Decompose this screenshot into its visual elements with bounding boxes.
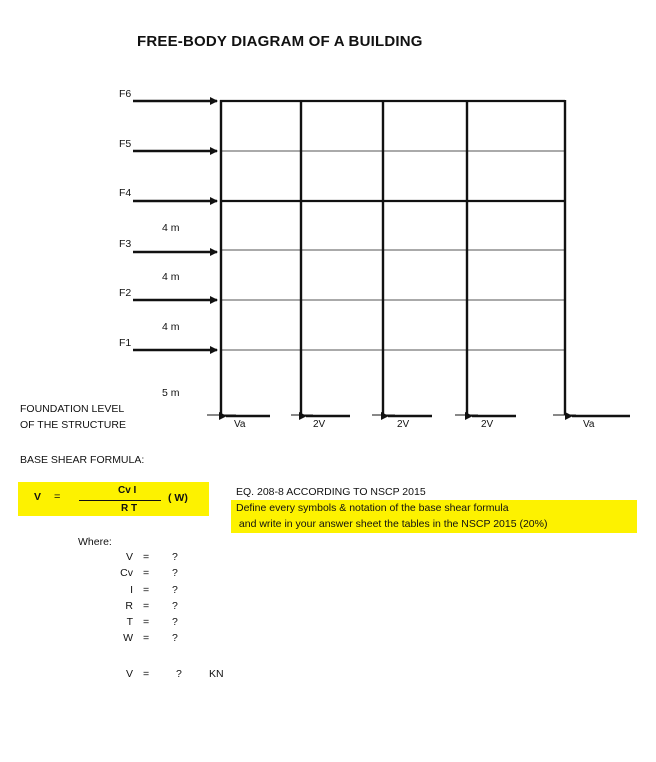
formula-lhs: V	[34, 491, 42, 503]
reaction-label: Va	[234, 419, 246, 430]
result-symbol: V	[125, 668, 133, 680]
variable-value: ?	[172, 600, 178, 612]
equation-reference: EQ. 208-8 ACCORDING TO NSCP 2015	[236, 486, 426, 498]
instruction-line1: Define every symbols & notation of the base shear formula	[236, 502, 509, 514]
force-label-f4: F4	[119, 187, 132, 199]
reaction-label: 2V	[397, 419, 410, 430]
foundation-label-line2: OF THE STRUCTURE	[20, 419, 126, 431]
base-shear-heading: BASE SHEAR FORMULA:	[20, 454, 145, 466]
variable-symbol: R	[125, 600, 133, 612]
variable-equals: =	[143, 616, 150, 628]
force-label-f3: F3	[119, 238, 132, 250]
force-label-f2: F2	[119, 287, 132, 299]
variable-equals: =	[143, 600, 150, 612]
columns	[221, 100, 565, 415]
variable-symbol: V	[125, 551, 133, 563]
page-title: FREE-BODY DIAGRAM OF A BUILDING	[137, 33, 423, 50]
result-unit: KN	[209, 668, 224, 680]
variable-symbol: I	[130, 584, 133, 596]
force-label-f6: F6	[119, 88, 132, 100]
instruction-line2: and write in your answer sheet the tables in the NSCP 2015 (20%)	[236, 518, 548, 530]
variable-value: ?	[172, 632, 178, 644]
formula-equals: =	[54, 491, 61, 503]
variable-value: ?	[172, 616, 178, 628]
variable-value: ?	[172, 551, 178, 563]
variable-value: ?	[172, 584, 178, 596]
variable-equals: =	[143, 567, 150, 579]
variable-symbol: Cv	[120, 567, 133, 579]
variable-symbol: T	[126, 616, 133, 628]
variable-equals: =	[143, 632, 150, 644]
force-label-f5: F5	[119, 138, 132, 150]
reaction-label: 2V	[481, 419, 494, 430]
foundation-label-line1: FOUNDATION LEVEL	[20, 403, 125, 415]
reaction-label: 2V	[313, 419, 326, 430]
variable-equals: =	[143, 584, 150, 596]
height-label: 5 m	[162, 387, 180, 399]
result-value: ?	[176, 668, 182, 680]
height-label: 4 m	[162, 321, 180, 333]
reaction-label: Va	[583, 419, 595, 430]
height-label: 4 m	[162, 222, 180, 234]
formula-factor: ( W)	[168, 492, 188, 504]
variable-symbol: W	[123, 632, 133, 644]
force-label-f1: F1	[119, 337, 132, 349]
floor-lines	[221, 151, 565, 350]
variable-value: ?	[172, 567, 178, 579]
fraction-bar	[79, 500, 161, 501]
formula-numerator: Cv I	[118, 485, 137, 496]
formula-denominator: R T	[121, 503, 138, 514]
height-label: 4 m	[162, 271, 180, 283]
variable-equals: =	[143, 551, 150, 563]
where-label: Where:	[78, 536, 112, 548]
result-equals: =	[143, 668, 150, 680]
